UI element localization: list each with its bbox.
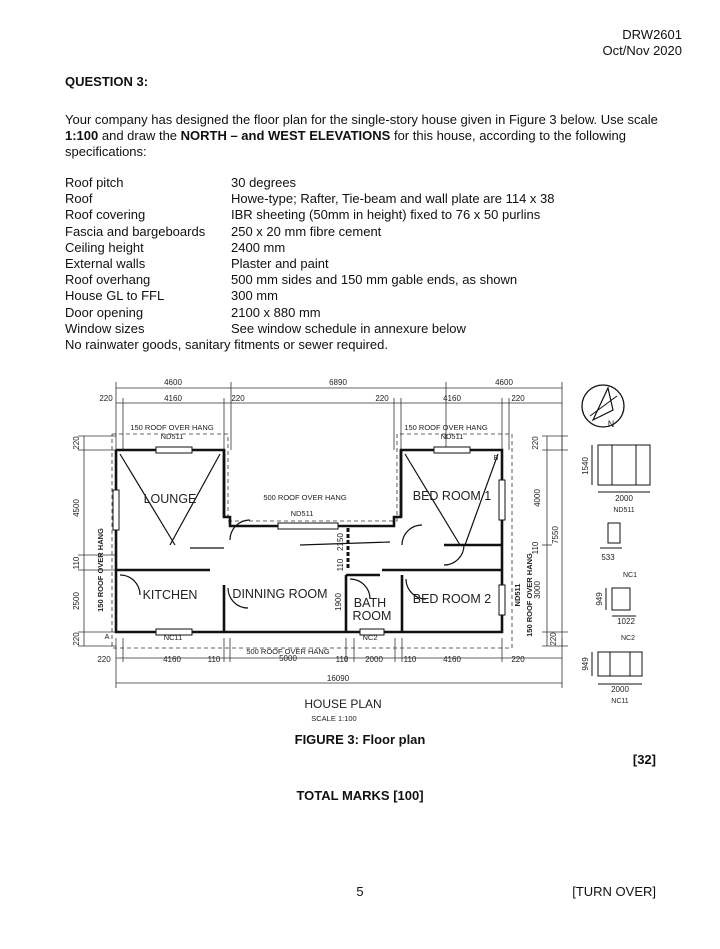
- spec-row: Roof covering IBR sheeting (50mm in height) fixed to 76 x 50 purlins: [65, 207, 541, 223]
- dim-text: 5000: [279, 654, 297, 663]
- floor-plan-figure: [60, 370, 680, 730]
- dim-text: 4160: [443, 655, 461, 664]
- dim-text: 4500: [72, 499, 81, 517]
- specifications-list: [65, 175, 555, 353]
- north-arrow-icon: [582, 385, 624, 429]
- note-text: ND511: [440, 432, 464, 441]
- room-bath: BATH: [353, 596, 387, 610]
- dim-text: 4160: [443, 394, 461, 403]
- exam-session: Oct/Nov 2020: [602, 43, 682, 58]
- turn-over: [TURN OVER]: [572, 884, 656, 899]
- dim-text: 220: [231, 394, 245, 403]
- course-code: DRW2601: [622, 27, 682, 42]
- note-text: ND511: [513, 583, 522, 607]
- spec-row: House GL to FFL 300 mm: [65, 288, 278, 304]
- window-label: ND511: [613, 507, 635, 514]
- dim-text: 220: [549, 632, 558, 646]
- question-title: QUESTION 3:: [65, 74, 149, 89]
- dim-text: 4600: [164, 378, 182, 387]
- dim-text: 2000: [365, 655, 383, 664]
- room-bedroom2: BED ROOM 2: [412, 592, 492, 606]
- window-label: NC11: [611, 698, 629, 705]
- page-number: 5: [356, 884, 364, 899]
- spec-row: Ceiling height 2400 mm: [65, 239, 286, 255]
- dim-text: 4000: [533, 489, 542, 507]
- corner-marker: B: [493, 453, 499, 462]
- dim-text: 220: [72, 436, 81, 450]
- window-width: 2000: [615, 494, 633, 503]
- north-label: N: [607, 419, 615, 429]
- dim-text: 4160: [163, 655, 181, 664]
- window-width: 2000: [611, 685, 629, 694]
- note-text: 150 ROOF OVER HANG: [525, 553, 534, 637]
- dim-text: 6890: [329, 378, 347, 387]
- dim-text: 110: [72, 556, 81, 570]
- dim-text: 110: [335, 655, 349, 664]
- dim-text: 3000: [533, 581, 542, 599]
- room-lounge: LOUNGE: [143, 492, 197, 506]
- note-text: ND511: [290, 509, 314, 518]
- plan-scale: SCALE 1:100: [311, 714, 357, 723]
- dim-text: 220: [99, 394, 113, 403]
- spec-note: No rainwater goods, sanitary fitments or sewer required.: [65, 337, 388, 353]
- dim-text: 4600: [495, 378, 513, 387]
- dim-text: 2150: [336, 533, 345, 551]
- room-bath: ROOM: [352, 609, 392, 623]
- dim-text: 220: [97, 655, 111, 664]
- room-bedroom1: BED ROOM 1: [412, 489, 492, 503]
- note-text: 150 ROOF OVER HANG: [130, 423, 214, 432]
- plan-title: HOUSE PLAN: [304, 697, 382, 711]
- dim-text: 110: [403, 655, 417, 664]
- window-label: NC1: [622, 572, 638, 579]
- spec-row: Door opening 2100 x 880 mm: [65, 304, 321, 320]
- dim-text: 220: [511, 655, 525, 664]
- dim-text: 7550: [551, 526, 560, 544]
- question-marks: [32]: [632, 752, 656, 767]
- spec-row: Window sizes See window schedule in annexure below: [65, 320, 466, 336]
- intro-scale: 1:100: [65, 128, 99, 143]
- spec-row: Roof overhang 500 mm sides and 150 mm gable ends, as shown: [65, 272, 518, 288]
- note-text: 150 ROOF OVER HANG: [96, 528, 105, 612]
- dim-text: 110: [336, 558, 345, 572]
- corner-marker: A: [104, 632, 110, 641]
- intro-elevations: NORTH – and WEST ELEVATIONS: [180, 128, 391, 143]
- dim-text: 220: [531, 436, 540, 450]
- note-text: ND511: [160, 432, 184, 441]
- note-text: NC11: [163, 633, 183, 642]
- note-text: NC2: [362, 633, 378, 642]
- question-intro: Your company has designed the floor plan for the single-story house given in Figure 3 below. Use scale 1:100 and draw the NORTH – and WEST ELEVATIONS for this house, according to the following specifications:: [65, 112, 658, 159]
- dim-text: 220: [375, 394, 389, 403]
- room-kitchen: KITCHEN: [142, 588, 198, 602]
- dim-text: 110: [207, 655, 221, 664]
- window-schedule: [592, 445, 650, 684]
- note-text: 150 ROOF OVER HANG: [404, 423, 488, 432]
- dim-text: 220: [72, 632, 81, 646]
- window-height: 533: [601, 553, 615, 562]
- dim-text: 110: [531, 541, 540, 555]
- dim-text: 16090: [326, 674, 350, 683]
- spec-row: Roof Howe-type; Rafter, Tie-beam and wall plate are 114 x 38: [65, 191, 555, 207]
- window-height: 949: [595, 592, 604, 606]
- figure-caption: FIGURE 3: Floor plan: [294, 732, 426, 747]
- dim-text: 1900: [334, 593, 343, 611]
- note-text: 500 ROOF OVER HANG: [263, 493, 347, 502]
- dim-text: 2500: [72, 592, 81, 610]
- total-marks: TOTAL MARKS [100]: [296, 788, 424, 803]
- window-height: 1540: [581, 457, 590, 475]
- note-text: 500 ROOF OVER HANG: [246, 647, 330, 656]
- spec-row: External walls Plaster and paint: [65, 256, 329, 272]
- dim-text: 220: [511, 394, 525, 403]
- window-width: 1022: [617, 617, 635, 626]
- dim-text: 4160: [164, 394, 182, 403]
- room-dining: DINNING ROOM: [232, 587, 328, 601]
- window-label: NC2: [620, 635, 636, 642]
- spec-row: Fascia and bargeboards 250 x 20 mm fibre cement: [65, 223, 382, 239]
- window-height: 949: [581, 657, 590, 671]
- spec-row: Roof pitch 30 degrees: [65, 175, 297, 190]
